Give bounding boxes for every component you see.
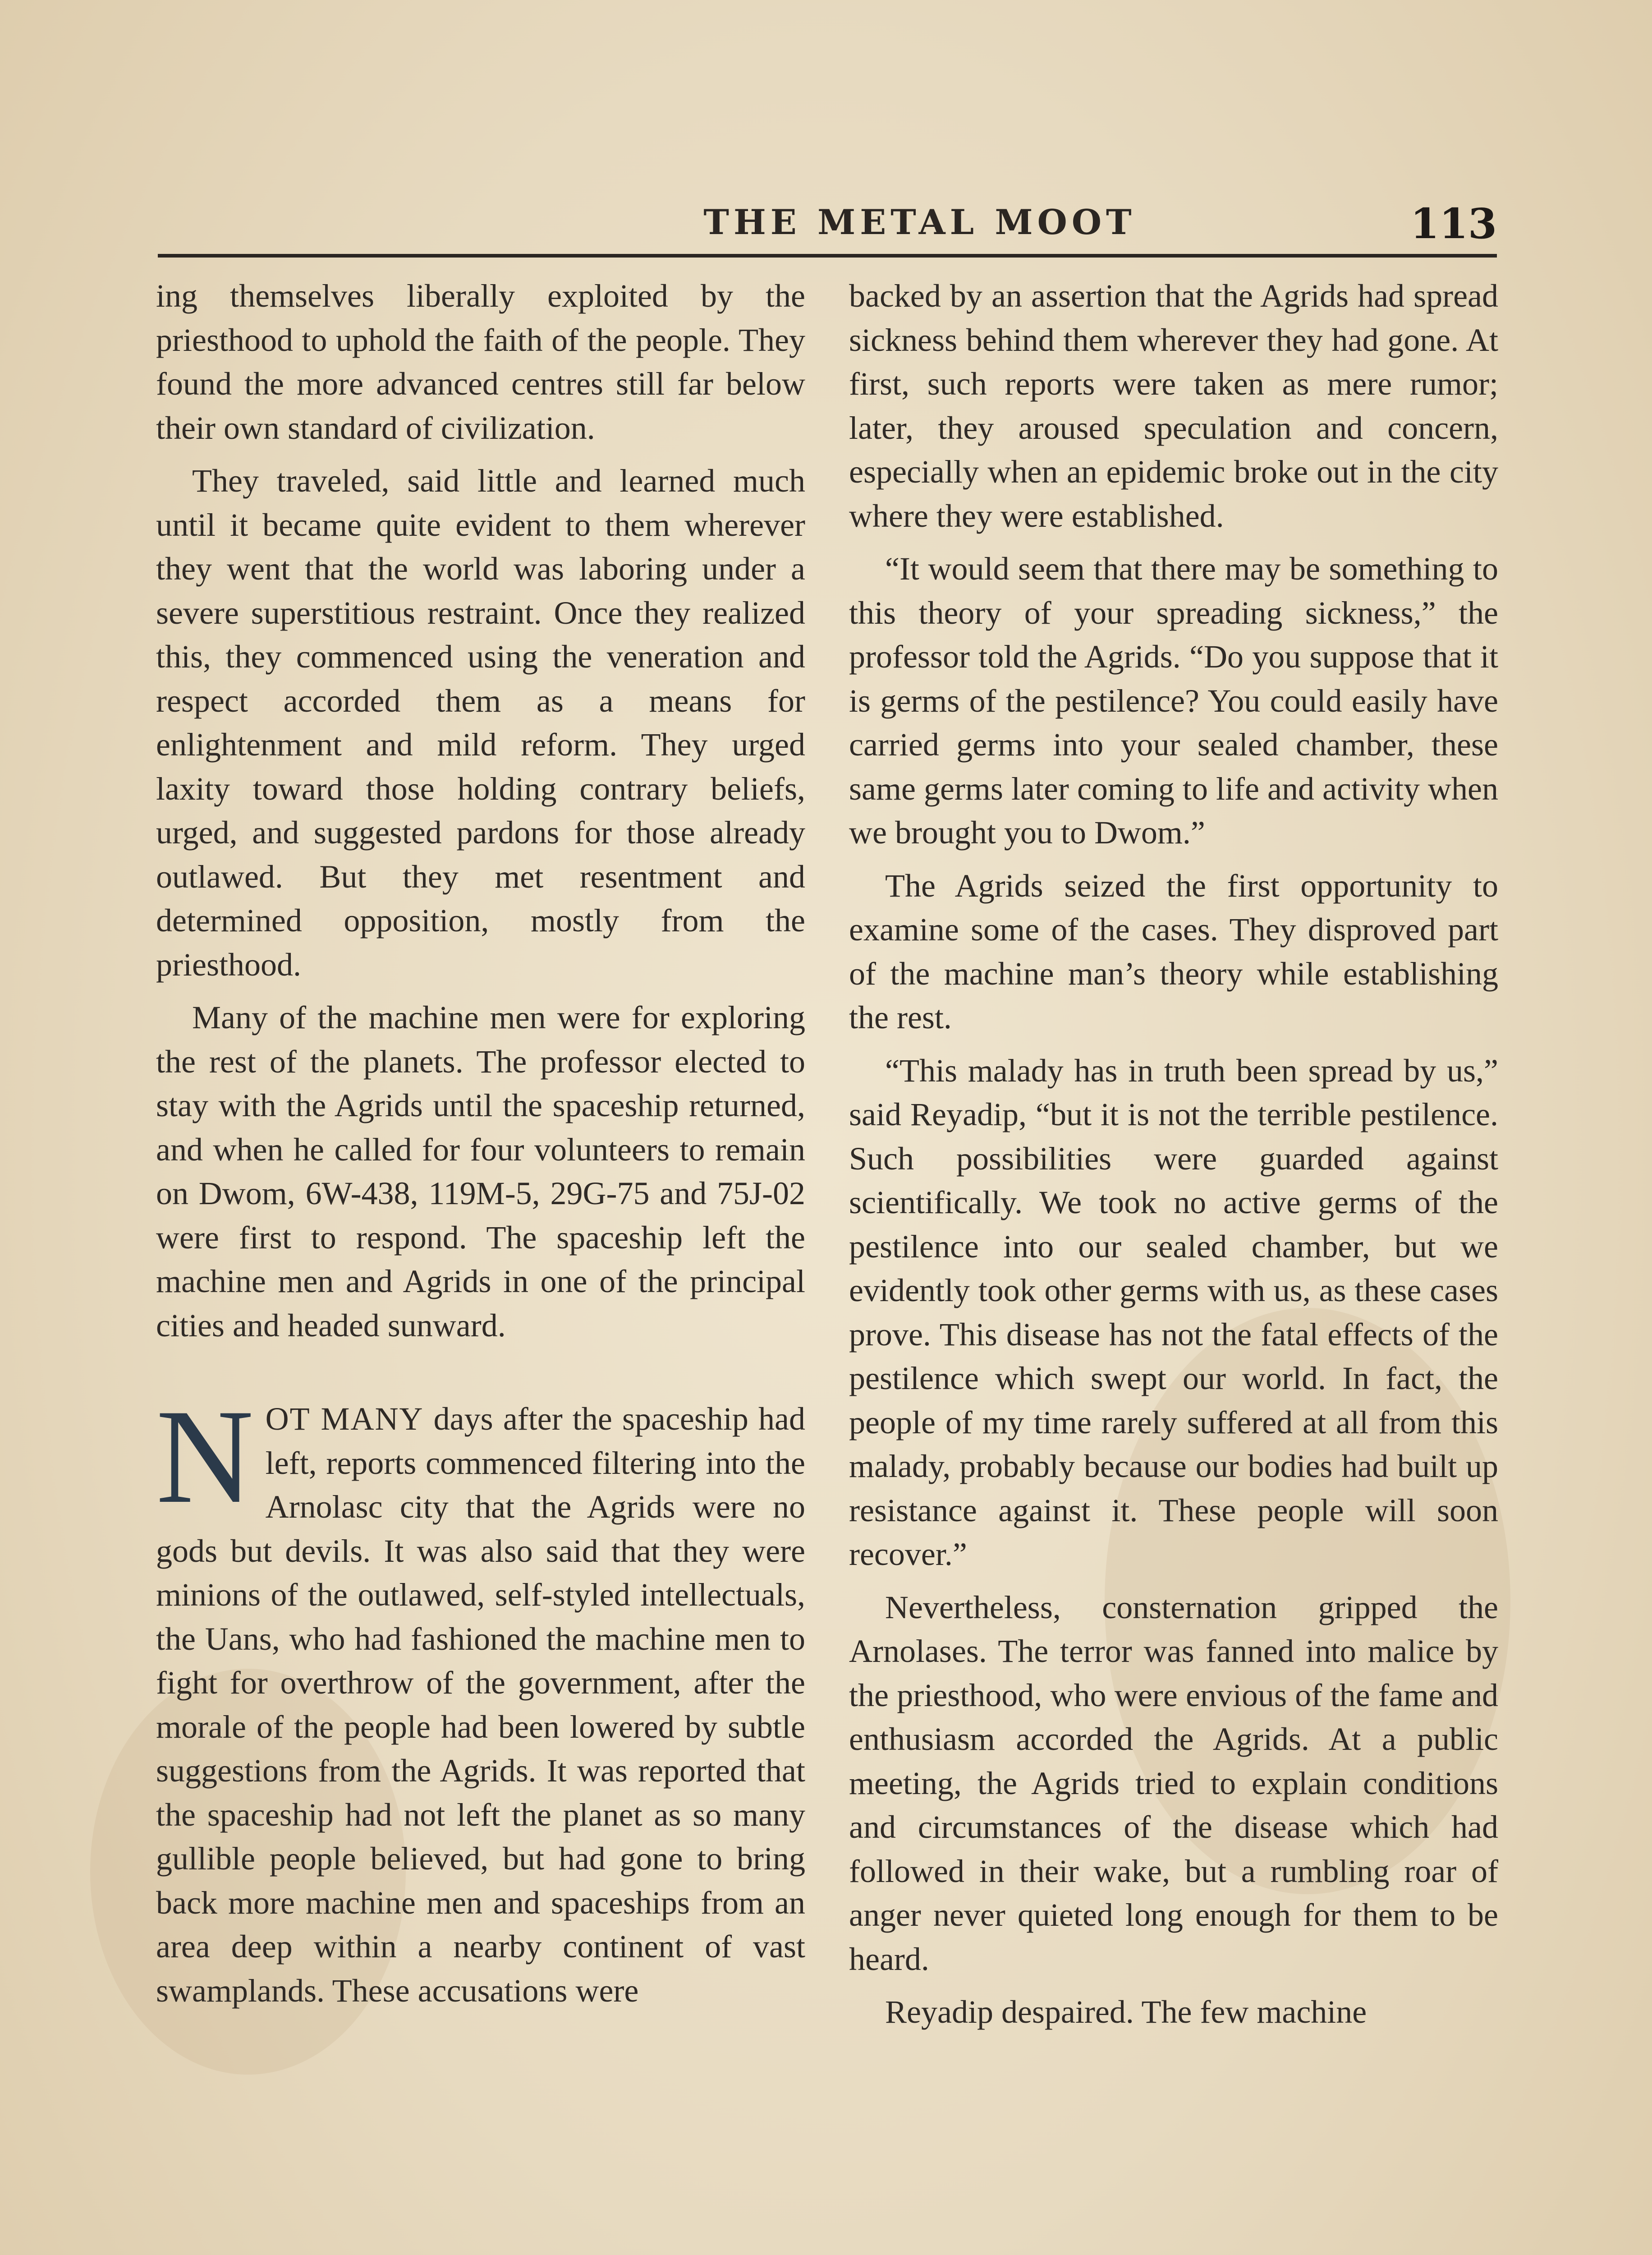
paragraph: Nevertheless, consternation gripped the Arnolases. The terror was fanned into malice by the priesthood, who were envious of the fame and enthusiasm accorded the Agrids. At a public meeting, the Agrids tried to explain conditions and circumstances of the disease which had followed in their wake, but a rumbling roar of anger never quieted long enough for them to be heard. [849,1589,1498,1977]
page-number: 113 [1410,199,1497,248]
small-caps-lead: OT MANY [265,1401,424,1437]
drop-cap: N [156,1381,254,1531]
paragraph-text: days after the spaceship had left, reports commenced filtering into the Arnolasc city that the Agrids were no gods but devils. It was also said that they were minions of the outlawed, self-styled intellectuals, the Uans, who had fashioned the machine men to fight for overthrow of the government, after the morale of the people had been lowered by subtle suggestions from the Agrids. It was reported that the spaceship had not left the planet as so many gullible people believed, but had gone to bring back more machine men and spaceships from an area deep within a nearby continent of vast swamplands. These accusations were [156,1401,806,2009]
section-paragraph [156,1381,806,2013]
paragraph: They traveled, said little and learned much until it became quite evident to them wherever they went that the world was laboring under a severe superstitious restraint. Once they realized this, they commenced using the veneration and respect accorded them as a means for enlightenment and mild reform. They urged laxity toward those holding contrary beliefs, urged, and suggested pardons for those already outlawed. But they met resentment and determined opposition, mostly from the priesthood. [156,463,805,983]
running-title: THE METAL MOOT [703,202,1136,242]
paragraph: “It would seem that there may be something to this theory of your spreading sickness,” the professor told the Agrids. “Do you suppose that it is germs of the pestilence? You could easily have carried germs into your sealed chamber, these same germs later coming to life and activity when we brought you to Dwom.” [849,551,1498,851]
paragraph: Many of the machine men were for exploring the rest of the planets. The professor elected to stay with the Agrids until the spaceship returned, and when he called for four volunteers to remain on Dwom, 6W-438, 119M-5, 29G-75 and 75J-02 were first to respond. The spaceship left the machine men and Agrids in one of the principal cities and headed sunward. [156,999,805,1344]
paragraph: “This malady has in truth been spread by us,” said Reyadip, “but it is not the terrible pestilence. Such possibilities were guarded against scientifically. We took no active germs of the pestilence into our sealed chamber, but we evidently took other germs with us, as these cases prove. This disease has not the fatal effects of the pestilence which swept our world. In fact, the people of my time rarely suffered at all from this malady, probably because our bodies had built up resistance against it. These people will soon recover.” [849,1052,1498,1572]
paragraph: The Agrids seized the first opportunity to examine some of the cases. They disproved part of the machine man’s theory while establishing the rest. [849,867,1498,1035]
paragraph: ing themselves liberally exploited by the priesthood to uphold the faith of the people. They found the more advanced centres still far below their own standard of civilization. [156,278,805,446]
paragraph: Reyadip despaired. The few machine [885,1994,1367,2030]
paragraph: backed by an assertion that the Agrids had spread sickness behind them wherever they had gone. At first, such reports were taken as mere rumor; later, they aroused speculation and concern, especially when an epidemic broke out in the city where they were established. [849,278,1498,534]
running-header [158,199,1497,256]
left-column [156,274,805,2013]
right-column [849,274,1498,2034]
header-rule [158,254,1497,258]
